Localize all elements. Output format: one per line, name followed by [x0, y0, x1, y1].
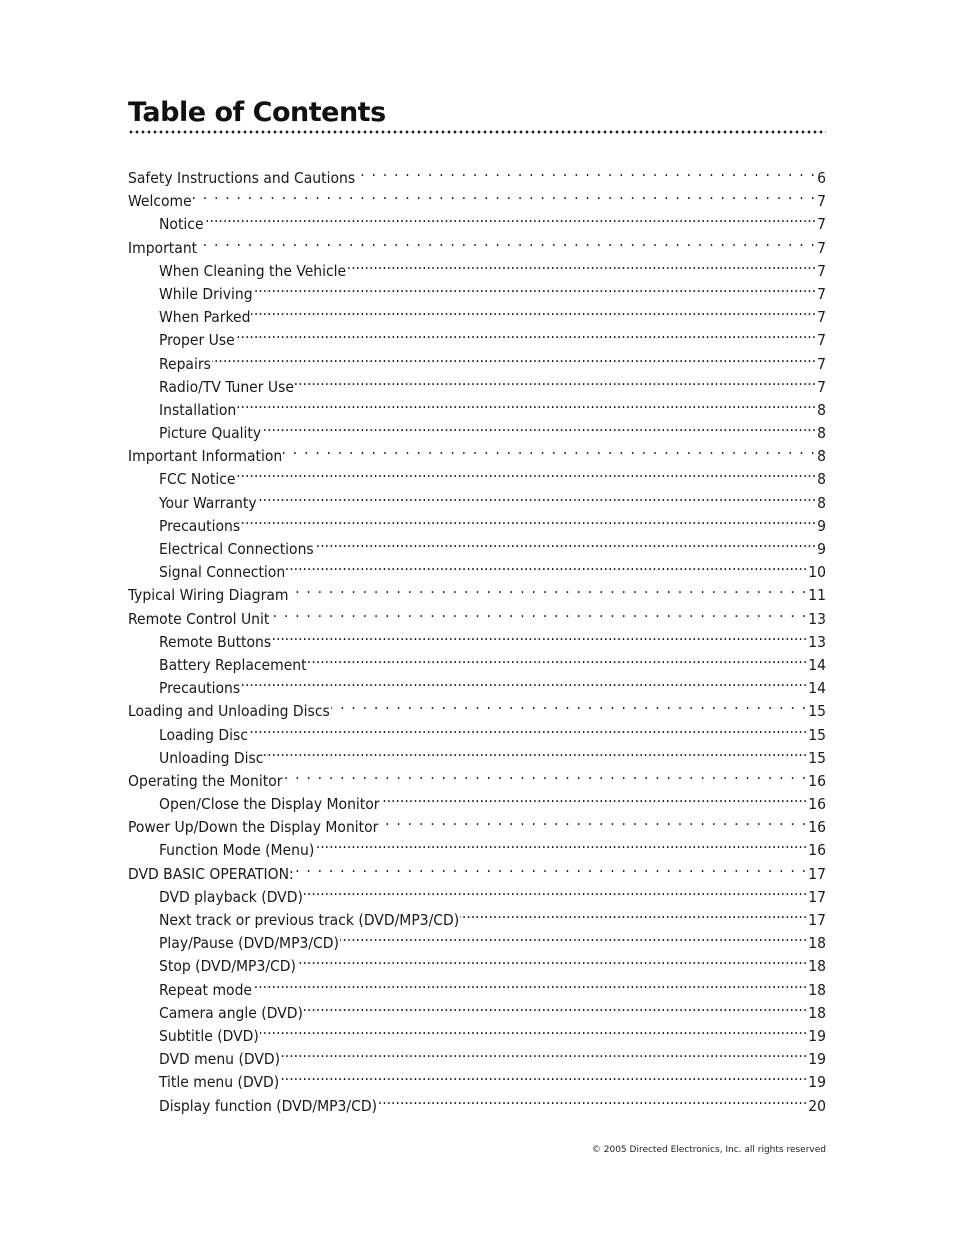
toc-entry-label: Unloading Disc — [159, 748, 264, 767]
toc-entry-label: Welcome — [128, 192, 192, 211]
dot-leader — [281, 1041, 807, 1064]
toc-page-number: 9 — [817, 516, 826, 535]
toc-entry-label: Repairs — [159, 354, 211, 373]
toc-page-number: 7 — [817, 308, 826, 327]
toc-entry-label: Important — [128, 238, 198, 257]
toc-entry-label: Subtitle (DVD) — [159, 1026, 259, 1045]
dot-leader — [331, 693, 808, 716]
toc-page-number: 17 — [808, 887, 826, 906]
toc-page-number: 11 — [808, 586, 826, 605]
toc-entry-label: Installation — [159, 400, 237, 419]
toc-entry-label: Next track or previous track (DVD/MP3/CD) — [159, 911, 460, 929]
dot-leader — [205, 206, 817, 229]
toc-page-number: 8 — [817, 400, 826, 419]
toc-page-number: 7 — [817, 215, 826, 234]
dot-leader — [304, 995, 807, 1018]
toc-entry-label: Power Up/Down the Display Monitor — [128, 818, 379, 837]
dot-leader — [379, 809, 807, 832]
toc-entry-label: Title menu (DVD) — [159, 1073, 280, 1092]
toc-page-number: 18 — [808, 980, 826, 999]
dot-leader — [295, 369, 816, 392]
dot-leader — [251, 299, 816, 322]
toc-page-number: 7 — [817, 192, 826, 211]
dot-leader — [241, 670, 807, 693]
toc-page-number: 19 — [808, 1050, 826, 1069]
dot-leader — [283, 763, 807, 786]
toc-page-number: 8 — [817, 470, 826, 489]
toc-page-number: 7 — [817, 377, 826, 396]
toc-entry[interactable] — [128, 183, 826, 211]
dot-leader — [283, 438, 816, 461]
dot-leader — [236, 322, 816, 345]
toc-page-number: 18 — [808, 934, 826, 953]
dot-leader — [270, 601, 807, 624]
toc-page-number: 7 — [817, 331, 826, 350]
toc-page-number: 13 — [808, 632, 826, 651]
dot-leader — [304, 879, 807, 902]
toc-page-number: 10 — [808, 563, 826, 582]
toc-entry-label: Notice — [159, 215, 204, 234]
dot-leader — [193, 183, 816, 206]
toc-page-number: 17 — [808, 911, 826, 929]
dot-leader — [295, 856, 808, 879]
toc-page-number: 7 — [817, 284, 826, 303]
dot-leader — [272, 624, 807, 647]
toc-entry-label: Camera angle (DVD) — [159, 1003, 303, 1022]
title-dotted-rule — [128, 130, 826, 134]
toc-entry-label: Typical Wiring Diagram — [128, 586, 289, 605]
toc-page-number: 8 — [817, 493, 826, 512]
toc-entry-label: While Driving — [159, 284, 253, 303]
toc-entry-label: Operating the Monitor — [128, 771, 283, 790]
dot-leader — [356, 160, 816, 183]
toc-entry-label: Precautions — [159, 516, 241, 535]
toc-page-number: 16 — [808, 818, 826, 837]
dot-leader — [236, 461, 816, 484]
copyright-footer: © 2005 Directed Electronics, Inc. all rights reserved — [591, 1145, 826, 1155]
dot-leader — [297, 948, 807, 971]
dot-leader — [290, 577, 808, 600]
toc-subentry[interactable] — [128, 369, 826, 396]
page-title: Table of Contents — [128, 97, 386, 128]
toc-entry-label: Stop (DVD/MP3/CD) — [159, 957, 296, 976]
toc-entry-label: Signal Connection — [159, 563, 286, 582]
toc-entry-label: Radio/TV Tuner Use — [159, 377, 294, 396]
toc-page-number: 18 — [808, 1003, 826, 1022]
toc-page-number: 8 — [817, 424, 826, 443]
toc-page-number: 16 — [808, 841, 826, 860]
toc-page-number: 16 — [808, 795, 826, 814]
toc-entry-label: Open/Close the Display Monitor — [159, 795, 380, 814]
toc-page-number: 13 — [808, 609, 826, 628]
dot-leader — [286, 554, 807, 577]
toc-list — [128, 160, 826, 1115]
dot-leader — [237, 392, 816, 415]
toc-subentry[interactable] — [128, 206, 826, 234]
dot-leader — [378, 1088, 807, 1111]
toc-entry-label: When Parked — [159, 308, 251, 327]
toc-entry-label: FCC Notice — [159, 470, 236, 489]
toc-page-number: 20 — [808, 1096, 826, 1115]
toc-entry-label: Proper Use — [159, 331, 235, 350]
toc-entry-label: Picture Quality — [159, 424, 262, 443]
toc-entry-label: Safety Instructions and Cautions — [128, 169, 356, 187]
dot-leader — [262, 415, 816, 438]
dot-leader — [315, 832, 807, 855]
toc-entry-label: Loading Disc — [159, 725, 248, 744]
dot-leader — [347, 253, 816, 276]
toc-page-number: 15 — [808, 725, 826, 744]
toc-entry-label: Important Information — [128, 447, 283, 466]
dot-leader — [264, 740, 807, 763]
toc-page-number: 15 — [808, 702, 826, 721]
toc-entry-label: DVD BASIC OPERATION: — [128, 864, 294, 883]
toc-entry-label: Remote Control Unit — [128, 609, 270, 628]
dot-leader — [280, 1064, 807, 1087]
dot-leader — [249, 717, 807, 740]
toc-entry[interactable] — [128, 160, 826, 187]
toc-entry-label: Electrical Connections — [159, 540, 314, 558]
dot-leader — [340, 925, 807, 948]
dot-leader — [254, 276, 817, 299]
toc-entry-label: DVD menu (DVD) — [159, 1050, 281, 1069]
toc-page — [128, 96, 826, 1115]
toc-subentry[interactable] — [128, 253, 826, 280]
toc-page-number: 6 — [817, 169, 826, 187]
toc-page-number: 19 — [808, 1026, 826, 1045]
toc-page-number: 9 — [817, 540, 826, 558]
toc-entry-label: DVD playback (DVD) — [159, 887, 303, 906]
toc-subentry[interactable] — [128, 346, 826, 373]
dot-leader — [212, 346, 816, 369]
toc-entry-label: Display function (DVD/MP3/CD) — [159, 1096, 378, 1115]
toc-page-number: 14 — [808, 655, 826, 674]
dot-leader — [198, 230, 816, 253]
toc-page-number: 15 — [808, 748, 826, 767]
toc-page-number: 8 — [817, 447, 826, 466]
toc-entry-label: Remote Buttons — [159, 632, 272, 651]
toc-page-number: 7 — [817, 261, 826, 280]
toc-page-number: 17 — [808, 864, 826, 883]
toc-page-number: 18 — [808, 957, 826, 976]
toc-page-number: 7 — [817, 354, 826, 373]
toc-entry[interactable] — [128, 230, 826, 257]
toc-entry-label: When Cleaning the Vehicle — [159, 261, 347, 280]
toc-entry-label: Precautions — [159, 679, 241, 698]
dot-leader — [460, 902, 807, 925]
dot-leader — [253, 972, 807, 995]
toc-entry-label: Battery Replacement — [159, 655, 307, 674]
toc-entry-label: Loading and Unloading Discs — [128, 702, 330, 721]
dot-leader — [258, 485, 817, 508]
dot-leader — [260, 1018, 807, 1041]
dot-leader — [308, 647, 808, 670]
dot-leader — [241, 508, 816, 531]
toc-page-number: 19 — [808, 1073, 826, 1092]
toc-entry-label: Function Mode (Menu) — [159, 841, 315, 860]
toc-page-number: 7 — [817, 238, 826, 257]
dot-leader — [315, 531, 816, 554]
toc-entry-label: Repeat mode — [159, 980, 252, 999]
toc-page-number: 16 — [808, 771, 826, 790]
toc-page-number: 14 — [808, 679, 826, 698]
toc-entry-label: Play/Pause (DVD/MP3/CD) — [159, 934, 339, 953]
dot-leader — [381, 786, 808, 809]
toc-entry-label: Your Warranty — [159, 493, 257, 512]
